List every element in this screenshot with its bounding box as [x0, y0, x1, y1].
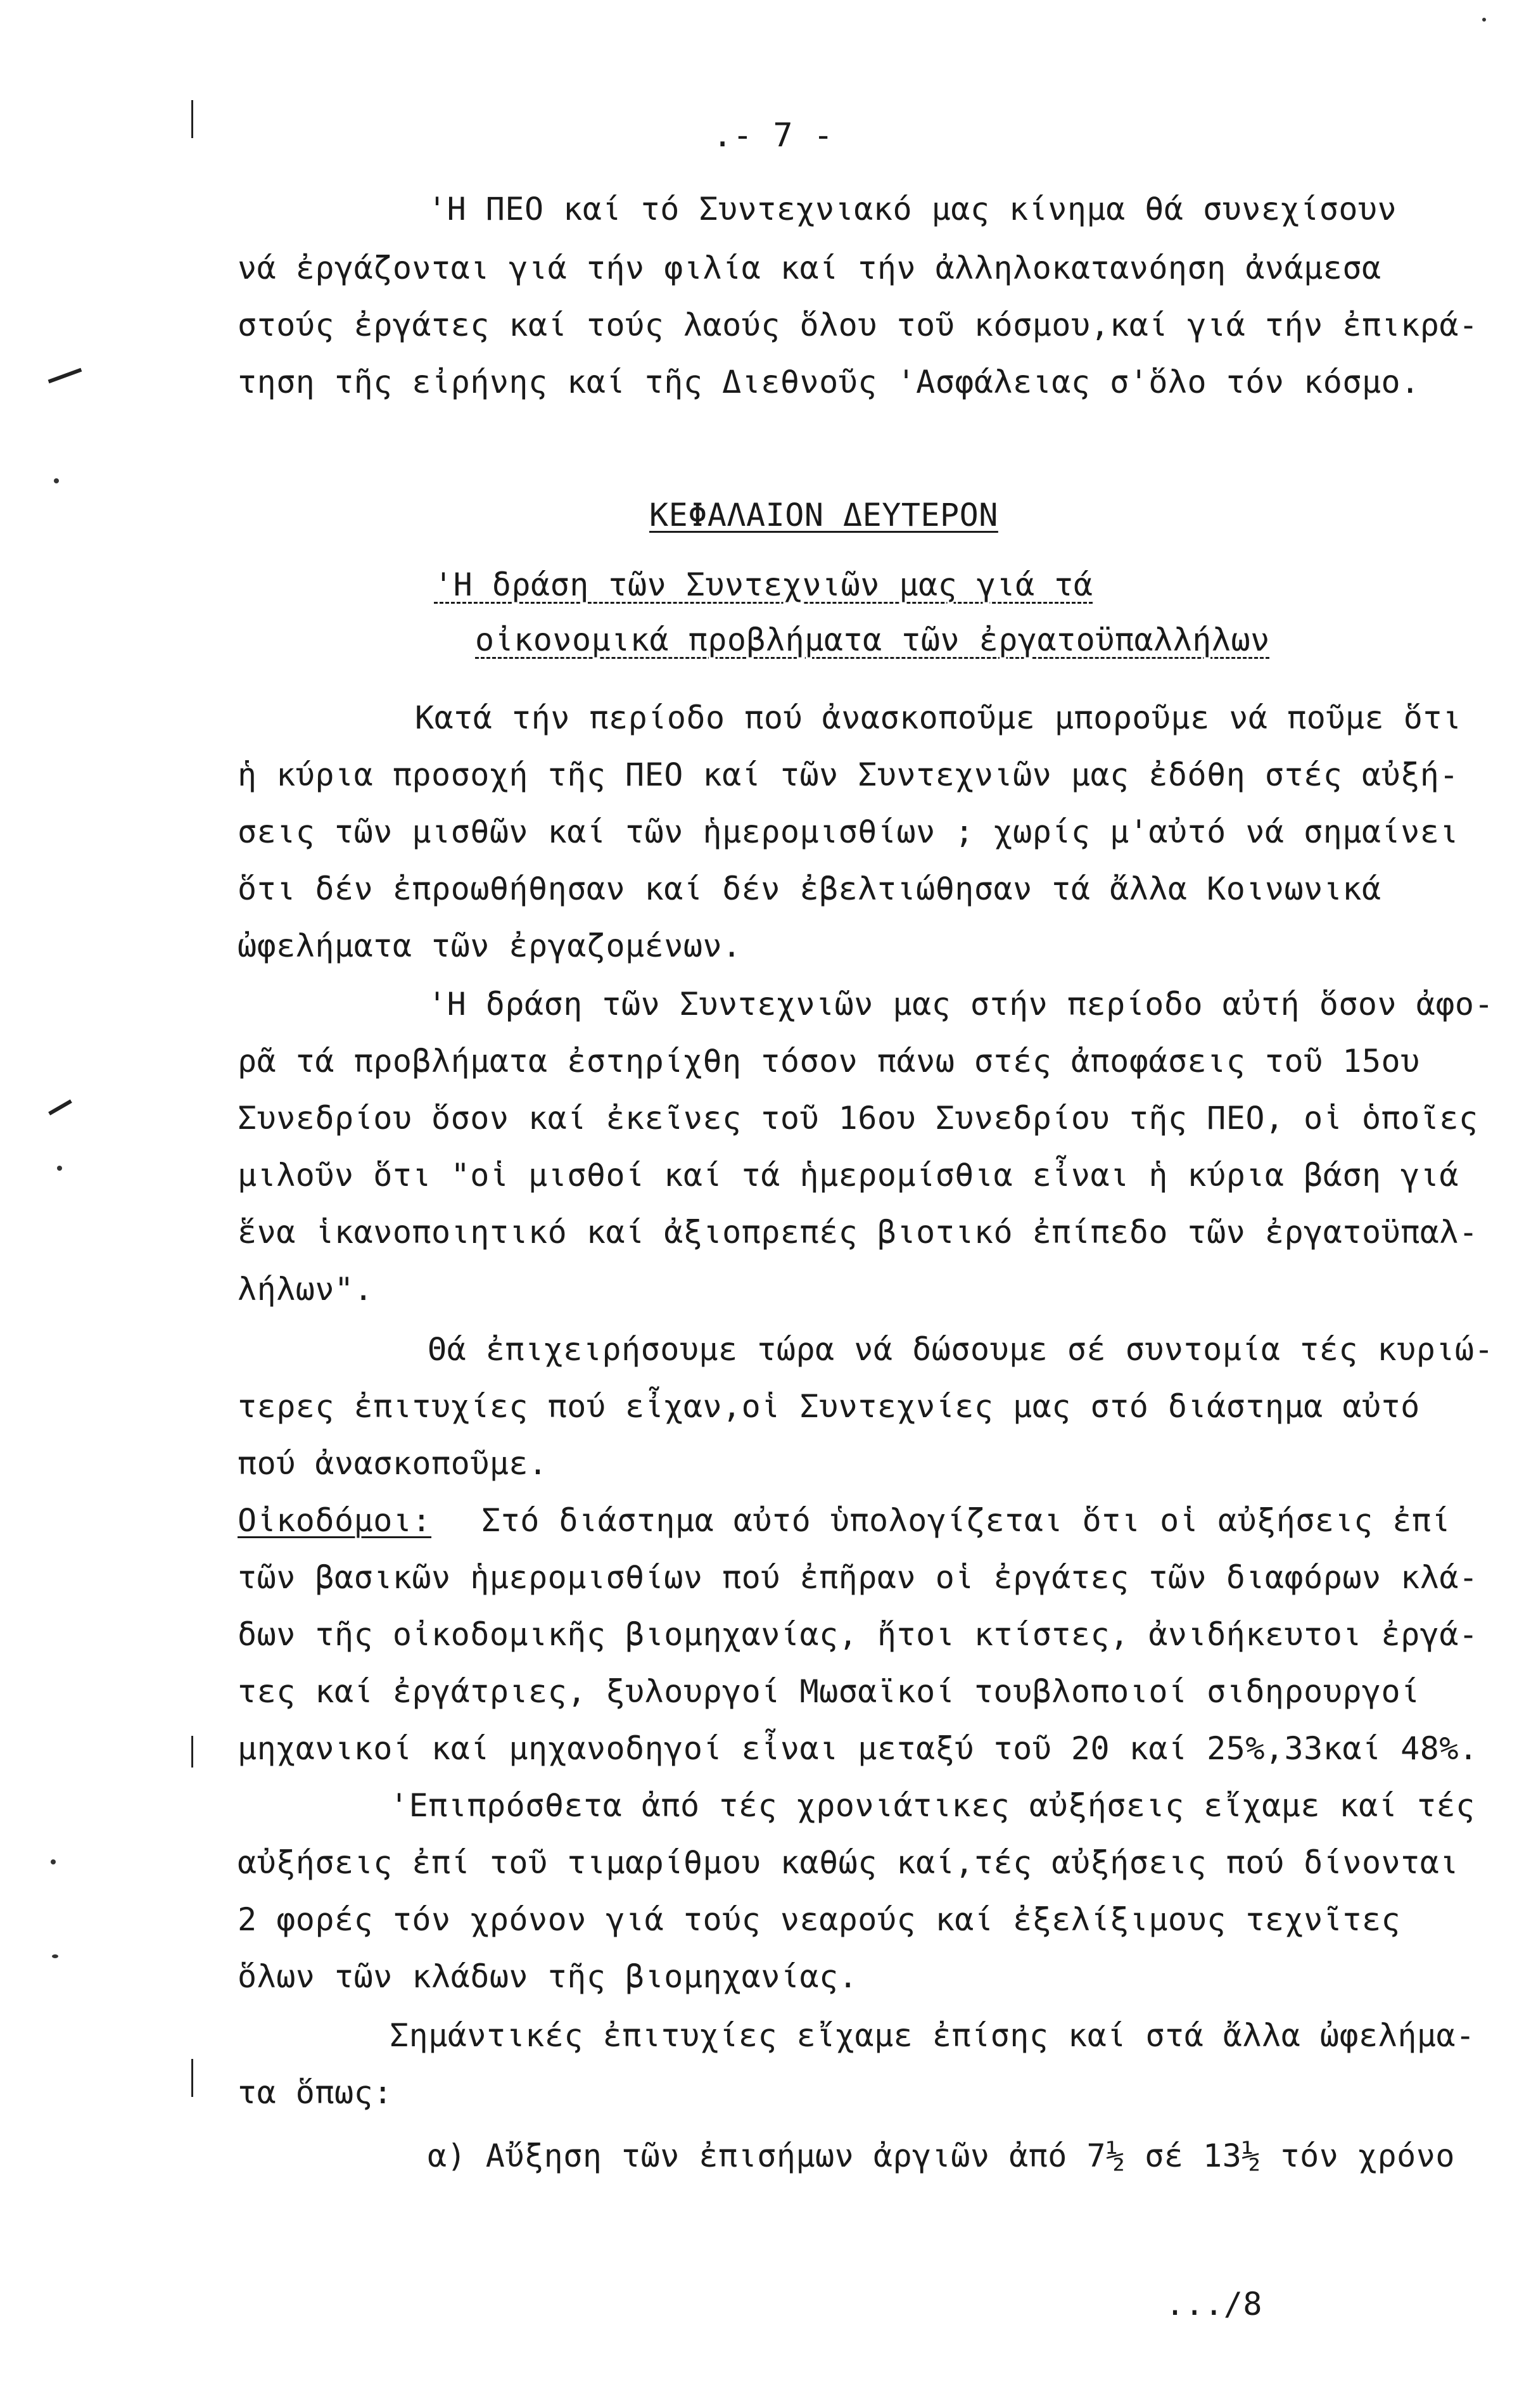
para6-line-1: Σημάντικές ἐπιτυχίες εἴχαμε ἐπίσης καί στά ἄλλα ὠφελήμα-	[390, 2017, 1475, 2054]
para5-line-4: ὅλων τῶν κλάδων τῆς βιομηχανίας.	[238, 1958, 858, 1995]
para4-line-5: μηχανικοί καί μηχανοδηγοί εἶναι μεταξύ τοῦ 20 καί 25%,33καί 48%.	[238, 1730, 1478, 1767]
para2-line-3: Συνεδρίου ὅσον καί ἐκεῖνες τοῦ 16ου Συνεδρίου τῆς ΠΕΟ, οἱ ὁποῖες	[238, 1100, 1478, 1137]
para2-line-1: 'Η δράση τῶν Συντεχνιῶν μας στήν περίοδο αὐτή ὅσον ἀφο-	[428, 986, 1494, 1022]
para5-line-2: αὐξήσεις ἐπί τοῦ τιμαρίθμου καθώς καί,τές αὐξήσεις πού δίνονται	[238, 1844, 1459, 1881]
margin-speck-2	[57, 1166, 62, 1171]
margin-speck-1	[54, 478, 59, 483]
continuation-marker: .../8	[1165, 2286, 1263, 2322]
margin-arrow-mark-2	[48, 1099, 72, 1115]
para1-line-1: Κατά τήν περίοδο πού ἀνασκοποῦμε μποροῦμε νά ποῦμε ὅτι	[415, 699, 1462, 736]
para1-line-3: σεις τῶν μισθῶν καί τῶν ἡμερομισθίων ; χωρίς μ'αὐτό νά σημαίνει	[238, 813, 1459, 850]
subtitle-line-2: οἰκονομικά προβλήματα τῶν ἐργατοϋπαλλήλων	[475, 621, 1270, 658]
para3-line-2: τερες ἐπιτυχίες πού εἶχαν,οἱ Συντεχνίες μας στό διάστημα αὐτό	[238, 1388, 1420, 1425]
subtitle-line-1: 'Η δράση τῶν Συντεχνιῶν μας γιά τά	[434, 566, 1093, 603]
margin-scratch-3	[191, 2059, 193, 2097]
intro-line-3: στούς ἐργάτες καί τούς λαούς ὅλου τοῦ κόσμου,καί γιά τήν ἐπικρά-	[238, 307, 1478, 343]
para3-line-1: Θά ἐπιχειρήσουμε τώρα νά δώσουμε σέ συντομία τές κυριώ-	[428, 1331, 1494, 1368]
page-number: .- 7 -	[713, 117, 834, 155]
para1-line-2: ἡ κύρια προσοχή τῆς ΠΕΟ καί τῶν Συντεχνιῶν μας ἐδόθη στές αὐξή-	[238, 756, 1459, 793]
chapter-heading: ΚΕΦΑΛΑΙΟΝ ΔΕΥΤΕΡΟΝ	[649, 497, 998, 533]
para4-line-4: τες καί ἐργάτριες, ξυλουργοί Μωσαϊκοί τουβλοποιοί σιδηρουργοί	[238, 1673, 1420, 1710]
intro-line-1: 'Η ΠΕΟ καί τό Συντεχνιακό μας κίνημα θά συνεχίσουν	[428, 191, 1397, 227]
list-item-a: α) Αὔξηση τῶν ἐπισήμων ἀργιῶν ἀπό 7½ σέ 13½ τόν χρόνο	[428, 2137, 1455, 2174]
intro-line-2: νά ἐργάζονται γιά τήν φιλία καί τήν ἀλληλοκατανόηση ἀνάμεσα	[238, 250, 1381, 286]
para5-line-1: 'Επιπρόσθετα ἀπό τές χρονιάτικες αὐξήσεις εἴχαμε καί τές	[390, 1787, 1475, 1824]
para4-line-1: Στό διάστημα αὐτό ὑπολογίζεται ὅτι οἱ αὐξήσεις ἐπί	[481, 1502, 1451, 1539]
margin-speck-4	[52, 1954, 58, 1958]
margin-scratch-1	[191, 100, 193, 138]
intro-line-4: τηση τῆς εἰρήνης καί τῆς Διεθνοῦς 'Ασφάλειας σ'ὅλο τόν κόσμο.	[238, 364, 1420, 400]
para5-line-3: 2 φορές τόν χρόνον γιά τούς νεαρούς καί ἐξελίξιμους τεχνῖτες	[238, 1901, 1401, 1938]
para3-line-3: πού ἀνασκοποῦμε.	[238, 1445, 548, 1482]
para4-line-2: τῶν βασικῶν ἡμερομισθίων πού ἐπῆραν οἱ ἐργάτες τῶν διαφόρων κλά-	[238, 1559, 1478, 1596]
para1-line-4: ὅτι δέν ἐπροωθήθησαν καί δέν ἐβελτιώθησαν τά ἄλλα Κοινωνικά	[238, 870, 1381, 907]
para2-line-2: ρᾶ τά προβλήματα ἐστηρίχθη τόσον πάνω στές ἀποφάσεις τοῦ 15ου	[238, 1043, 1420, 1080]
para2-line-6: λήλων".	[238, 1271, 374, 1308]
corner-speck	[1482, 18, 1486, 22]
margin-arrow-mark-1	[48, 368, 82, 383]
para2-line-4: μιλοῦν ὅτι "οἱ μισθοί καί τά ἡμερομίσθια εἶναι ἡ κύρια βάση γιά	[238, 1157, 1459, 1194]
para4-line-3: δων τῆς οἰκοδομικῆς βιομηχανίας, ἤτοι κτίστες, ἀνιδήκευτοι ἐργά-	[238, 1616, 1478, 1653]
para6-line-2: τα ὅπως:	[238, 2074, 393, 2111]
para2-line-5: ἕνα ἱκανοποιητικό καί ἀξιοπρεπές βιοτικό ἐπίπεδο τῶν ἐργατοϋπαλ-	[238, 1214, 1478, 1251]
para1-line-5: ὠφελήματα τῶν ἐργαζομένων.	[238, 927, 742, 964]
section-label-oikodomoi: Οἰκοδόμοι:	[238, 1502, 432, 1539]
margin-scratch-2	[191, 1736, 193, 1768]
margin-speck-3	[51, 1859, 56, 1864]
